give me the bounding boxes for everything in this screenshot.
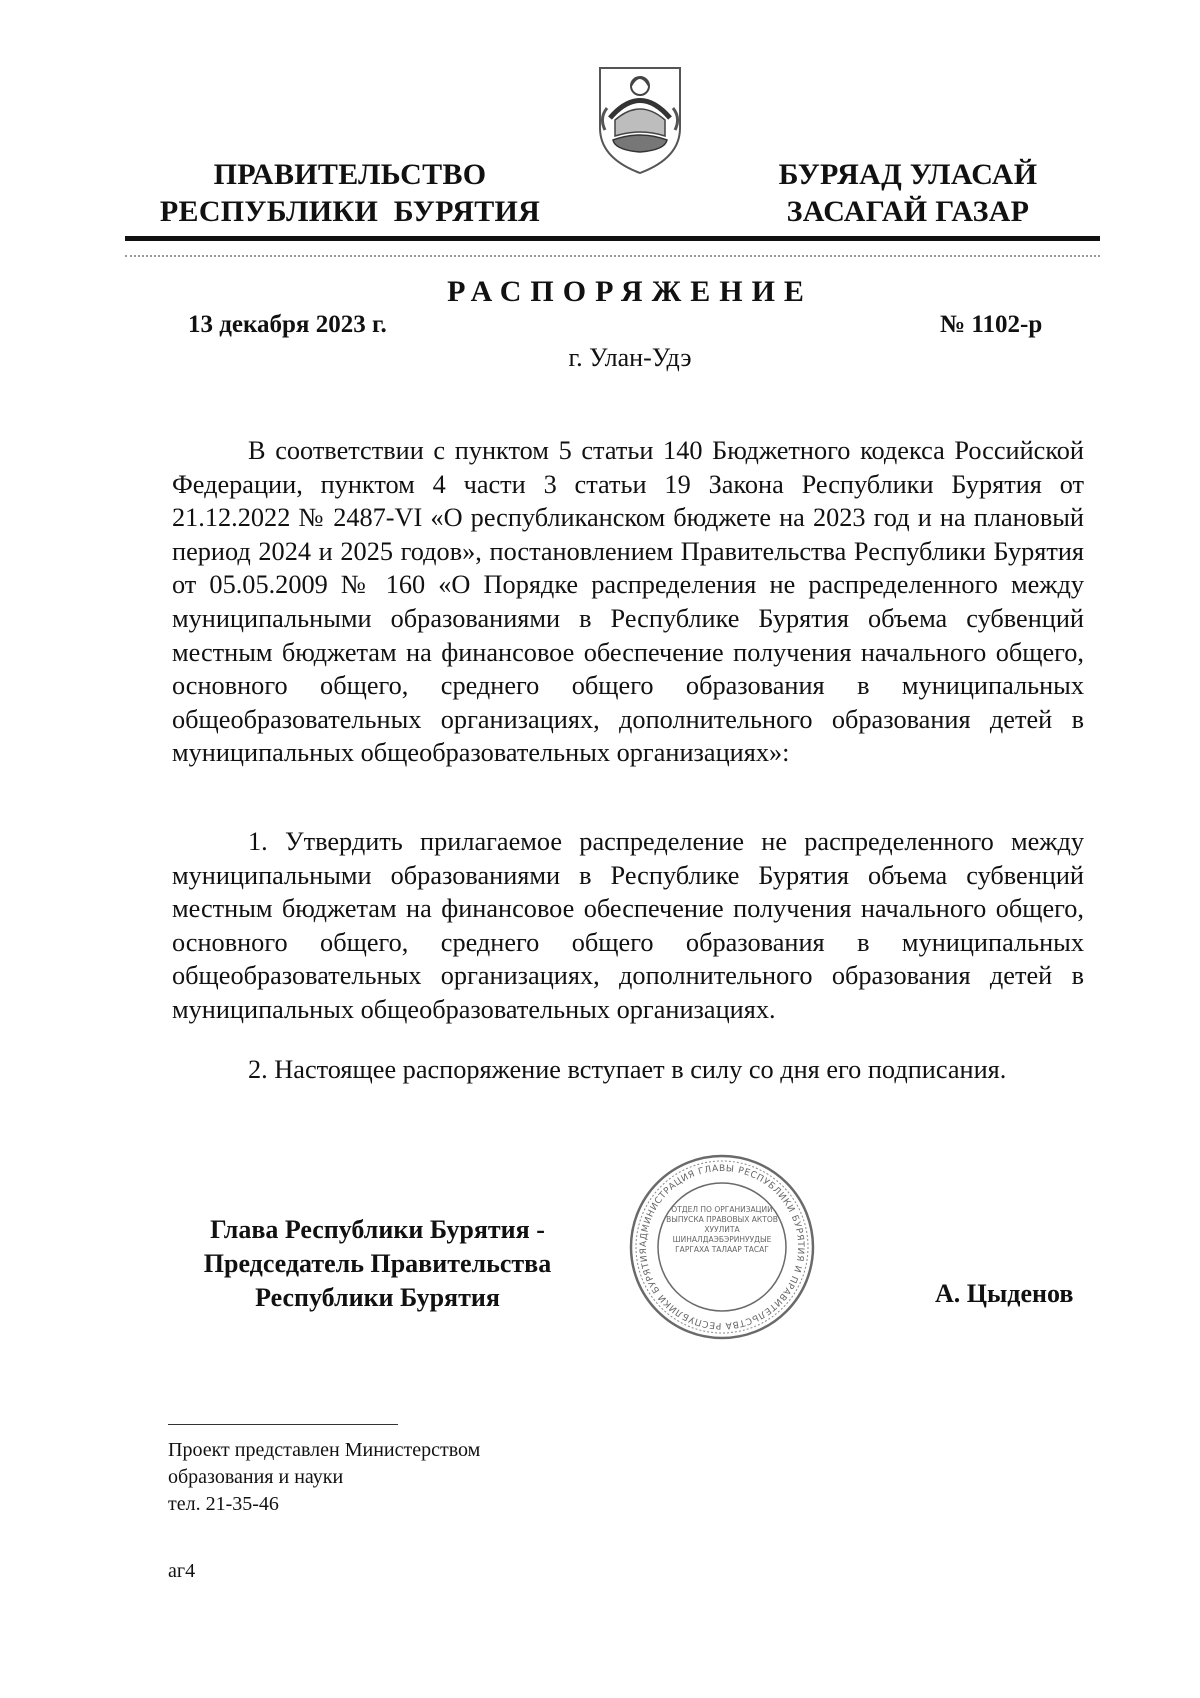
body-paragraph-2: 1. Утвердить прилагаемое распределение не распределенного между муниципальными образованиями в Республике Бурятия объема субвенций местным бюджетам на финансовое обеспечение получения начального общего, основного общего, среднего общего образования в муниципальных общеобразовательных организациях, дополнительного образования детей в муниципальных общеобразовательных организациях. <box>172 827 1084 1024</box>
footer-line-1: Проект представлен Министерством <box>168 1439 481 1461</box>
header-right-line1: БУРЯАД УЛАСАЙ <box>778 158 1038 191</box>
signatory-name: А. Цыденов <box>935 1279 1074 1308</box>
signatory-title-line1: Глава Республики Бурятия - <box>210 1215 545 1244</box>
stamp-center-text: ОТДЕЛ ПО ОРГАНИЗАЦИИ ВЫПУСКА ПРАВОВЫХ АКТОВ ХУУЛИТА ШИНАЛДАЭБЭРИНУУДЫЕ ГАРГАХА ТАЛААР ТАСАГ <box>666 1205 778 1254</box>
footer-divider <box>168 1424 398 1425</box>
signatory-title-line3: Республики Бурятия <box>255 1283 500 1312</box>
body-paragraph-3: 2. Настоящее распоряжение вступает в силу со дня его подписания. <box>248 1055 1007 1084</box>
signatory-title-line2: Председатель Правительства <box>203 1249 552 1278</box>
body-paragraph-1: В соответствии с пунктом 5 статьи 140 Бюджетного кодекса Российской Федерации, пунктом 4 части 3 статьи 19 Закона Республики Бурятия от 21.12.2022 № 2487-VI «О республиканском бюджете на 2023 год и на плановый период 2024 и 2025 годов», постановлением Правительства Республики Бурятия от 05.05.2009 № 160 «О Порядке распределения не распределенного между муниципальными образованиями в Республике Бурятия объема субвенций местным бюджетам на финансовое обеспечение получения начального общего, основного общего, среднего общего образования в муниципальных общеобразовательных организациях, дополнительного образования детей в муниципальных общеобразовательных организациях»: <box>172 436 1084 768</box>
document-city: г. Улан-Удэ <box>568 343 692 372</box>
header-left-line2: РЕСПУБЛИКИ БУРЯТИЯ <box>159 195 541 228</box>
document-number: № 1102-р <box>940 311 1043 338</box>
header-left <box>155 156 545 230</box>
document-title: РАСПОРЯЖЕНИЕ <box>447 275 813 308</box>
footer-line-3: тел. 21-35-46 <box>168 1493 279 1515</box>
header-right <box>748 156 1068 230</box>
header-divider-dotted <box>125 255 1100 257</box>
footer-code: аг4 <box>168 1560 196 1582</box>
signatory-title <box>165 1213 590 1315</box>
coat-of-arms-icon <box>585 58 695 178</box>
header-left-line1: ПРАВИТЕЛЬСТВО <box>213 158 487 191</box>
header-right-line2: ЗАСАГАЙ ГАЗАР <box>786 195 1030 228</box>
document-date: 13 декабря 2023 г. <box>188 311 387 338</box>
footer-line-2: образования и науки <box>168 1466 344 1488</box>
official-seal-icon <box>628 1153 816 1341</box>
stamp-ring-text: АДМИНИСТРАЦИЯ ГЛАВЫ РЕСПУБЛИКИ БУРЯТИЯ И ПРАВИТЕЛЬСТВА РЕСПУБЛИКИ БУРЯТИЯ <box>638 1163 806 1331</box>
header-divider <box>125 236 1100 241</box>
